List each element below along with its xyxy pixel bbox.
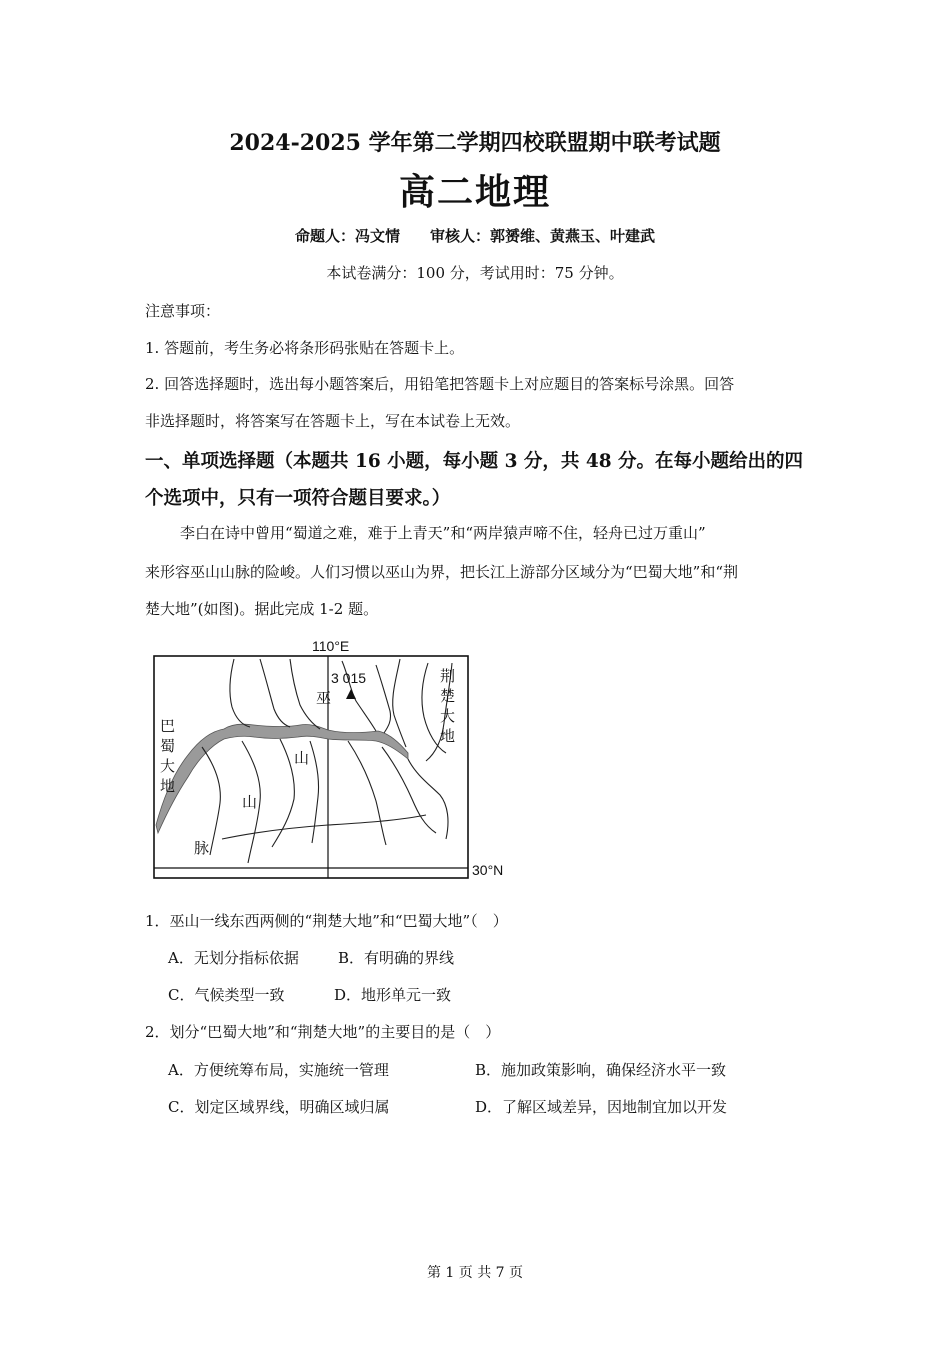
- left-region-char: 地: [160, 777, 176, 795]
- subject-title: 高二地理: [398, 171, 551, 213]
- ridge-line: [348, 741, 386, 845]
- passage-line3: 楚大地”(如图)。据此完成 1-2 题。: [145, 600, 379, 618]
- ridge-line: [230, 659, 250, 727]
- notes-item-2-line2: 非选择题时，将答案写在答题卡上，写在本试卷上无效。: [145, 412, 521, 430]
- exam-info: 本试卷满分：100 分，考试用时：75 分钟。: [326, 264, 624, 282]
- ridge-line: [272, 739, 294, 847]
- question-2-option-d[interactable]: D．了解区域差异，因地制宜加以开发: [475, 1098, 728, 1116]
- question-2-option-c[interactable]: C．划定区域界线，明确区域归属: [168, 1098, 390, 1116]
- mountain-char: 巫: [316, 689, 332, 707]
- passage-line1: 李白在诗中曾用“蜀道之难，难于上青天”和“两岸猿声啼不住，轻舟已过万重山”: [180, 524, 706, 542]
- map-figure: [150, 635, 520, 885]
- ridge-line: [222, 815, 426, 839]
- mountain-char: 脉: [194, 839, 210, 857]
- left-region-char: 蜀: [160, 737, 176, 755]
- question-1-option-d[interactable]: D．地形单元一致: [334, 986, 452, 1004]
- question-1-option-c[interactable]: C．气候类型一致: [168, 986, 285, 1004]
- notes-heading: 注意事项：: [145, 302, 221, 320]
- mountain-char: 山: [294, 749, 310, 767]
- right-region-char: 地: [440, 727, 456, 745]
- question-1-option-b[interactable]: B．有明确的界线: [338, 949, 455, 967]
- mountain-char: 山: [242, 793, 258, 811]
- question-2-option-b[interactable]: B．施加政策影响，确保经济水平一致: [475, 1061, 727, 1079]
- section-heading-line1: 一、单项选择题（本题共 16 小题，每小题 3 分，共 48 分。在每小题给出的四: [145, 451, 804, 472]
- ridge-line: [310, 741, 319, 843]
- exam-title: 2024-2025 学年第二学期四校联盟期中联考试题: [229, 130, 721, 156]
- right-region-char: 大: [440, 707, 456, 725]
- peak-elevation-label: 3 015: [331, 670, 367, 686]
- question-2-stem: 2．划分“巴蜀大地”和“荆楚大地”的主要目的是（ ）: [145, 1023, 501, 1041]
- question-1-stem: 1．巫山一线东西两侧的“荆楚大地”和“巴蜀大地”（ ）: [145, 912, 508, 930]
- notes-item-2-line1: 2. 回答选择题时，选出每小题答案后，用铅笔把答题卡上对应题目的答案标号涂黑。回答: [145, 375, 735, 393]
- question-1-option-a[interactable]: A．无划分指标依据: [168, 949, 299, 967]
- peak-triangle: [346, 689, 356, 699]
- left-region-char: 巴: [160, 717, 176, 735]
- ridge-line: [260, 659, 290, 727]
- right-region-char: 荆: [440, 667, 456, 685]
- notes-item-1: 1. 答题前，考生务必将条形码张贴在答题卡上。: [145, 339, 465, 357]
- question-2-option-a[interactable]: A．方便统筹布局，实施统一管理: [168, 1061, 389, 1079]
- page-footer: 第 1 页 共 7 页: [426, 1265, 524, 1281]
- left-region-char: 大: [160, 757, 176, 775]
- right-region-char: 楚: [440, 687, 456, 705]
- ridge-line: [376, 665, 391, 733]
- authors-line: 命题人：冯文情 审核人：郭赟维、黄燕玉、叶建武: [294, 227, 655, 245]
- ridge-line: [393, 659, 406, 747]
- section-heading-line2: 个选项中，只有一项符合题目要求。）: [145, 488, 451, 509]
- passage-line2: 来形容巫山山脉的险峻。人们习惯以巫山为界，把长江上游部分区域分为“巴蜀大地”和“荆: [145, 563, 739, 581]
- latitude-label: 30°N: [472, 862, 504, 878]
- yangtze-river: [156, 724, 408, 833]
- longitude-label: 110°E: [312, 638, 350, 654]
